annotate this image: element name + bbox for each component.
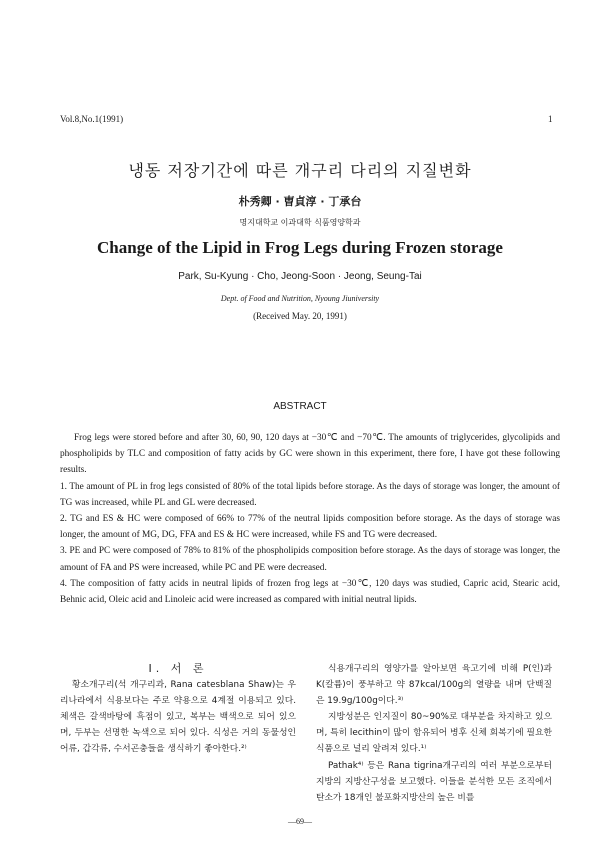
intro-paragraph-2: 식용개구리의 영양가를 알아보면 육고기에 비해 P(인)과 K(칼륨)이 풍부하고 약 87kcal/100g의 열량을 내며 단백질은 19.9g/100g이다.³⁾ xyxy=(316,664,552,707)
english-title: Change of the Lipid in Frog Legs during Frozen storage xyxy=(97,238,503,257)
abstract-body xyxy=(60,430,560,608)
abstract-intro: Frog legs were stored before and after 30, 60, 90, 120 days at −30℃ and −70℃. The amounts of triglycerides, glycolipids and phospholipids by TLC and composition of fatty acids by GC were shown in this experiment, there fore, I have got these following results. xyxy=(60,433,560,476)
journal-reference: Vol.8,No.1(1991) xyxy=(60,114,124,124)
abstract-point-4: 4. The composition of fatty acids in neutral lipids of frozen frog legs at −30℃, 120 days was studied, Capric acid, Stearic acid, Behnic acid, Oleic acid and Linoleic acid were increased as compared with initial neutral lipids. xyxy=(60,578,560,606)
korean-affiliation: 명지대학교 이과대학 식품영양학과 xyxy=(239,218,361,227)
intro-paragraph-1: 황소개구리(석 개구리과, Rana catesblana Shaw)는 우리나라에서 식용보다는 주로 약용으로 4계절 이용되고 있다. 체색은 갈색바탕에 흑점이 있고, 복부는 백색으로 되어 있으며, 두부는 선명한 녹색으로 되어 있다. 식성은 거의 동물성인 어류, 갑각류, 수서곤충들을 생식하기 좋아한다.²⁾ xyxy=(60,680,296,755)
left-column xyxy=(60,661,296,758)
korean-title: 냉동 저장기간에 따른 개구리 다리의 지질변화 xyxy=(128,161,472,180)
intro-paragraph-4: Pathak⁴⁾ 등은 Rana tigrina개구리의 여러 부분으로부터 지방의 지방산구성을 보고했다. 이들을 분석한 모든 조직에서 탄소가 18개인 불포화지방산의 높은 비를 xyxy=(316,760,552,803)
abstract-heading: ABSTRACT xyxy=(273,401,327,412)
english-affiliation: Dept. of Food and Nutrition, Nyoung Jiuniversity xyxy=(220,294,380,303)
abstract-point-1: 1. The amount of PL in frog legs consisted of 80% of the total lipids before storage. As the days of storage was longer, the amount of TG was increased, while PL and GL were decreased. xyxy=(60,481,560,508)
korean-authors: 朴秀卿 · 曺貞淳 · 丁承台 xyxy=(238,195,362,208)
page-number: 1 xyxy=(548,114,553,124)
abstract-point-2: 2. TG and ES & HC were composed of 66% to 77% of the neutral lipids composition before storage. As the days of storage was longer, the amount of MG, DG, FFA and ES & HC were increased, while FS and TG were decreased. xyxy=(60,514,560,541)
received-date: (Received May. 20, 1991) xyxy=(253,311,347,321)
section-heading-introduction: I. 서 론 xyxy=(148,662,208,675)
english-authors: Park, Su-Kyung · Cho, Jeong-Soon · Jeong, Seung-Tai xyxy=(178,271,422,282)
footer-page-number: —69— xyxy=(288,817,312,826)
right-column xyxy=(316,661,552,806)
intro-paragraph-3: 지방성분은 인지질이 80~90%로 대부분을 차지하고 있으며, 특히 lecithin이 많이 함유되어 병후 신체 회복기에 필요한 식품으로 널리 알려져 있다.¹⁾ xyxy=(316,712,552,755)
abstract-point-3: 3. PE and PC were composed of 78% to 81% of the phospholipids composition before storage. As the days of storage was longer, the amount of FA and PS were increased, while PC and PE were decreased. xyxy=(60,546,560,573)
